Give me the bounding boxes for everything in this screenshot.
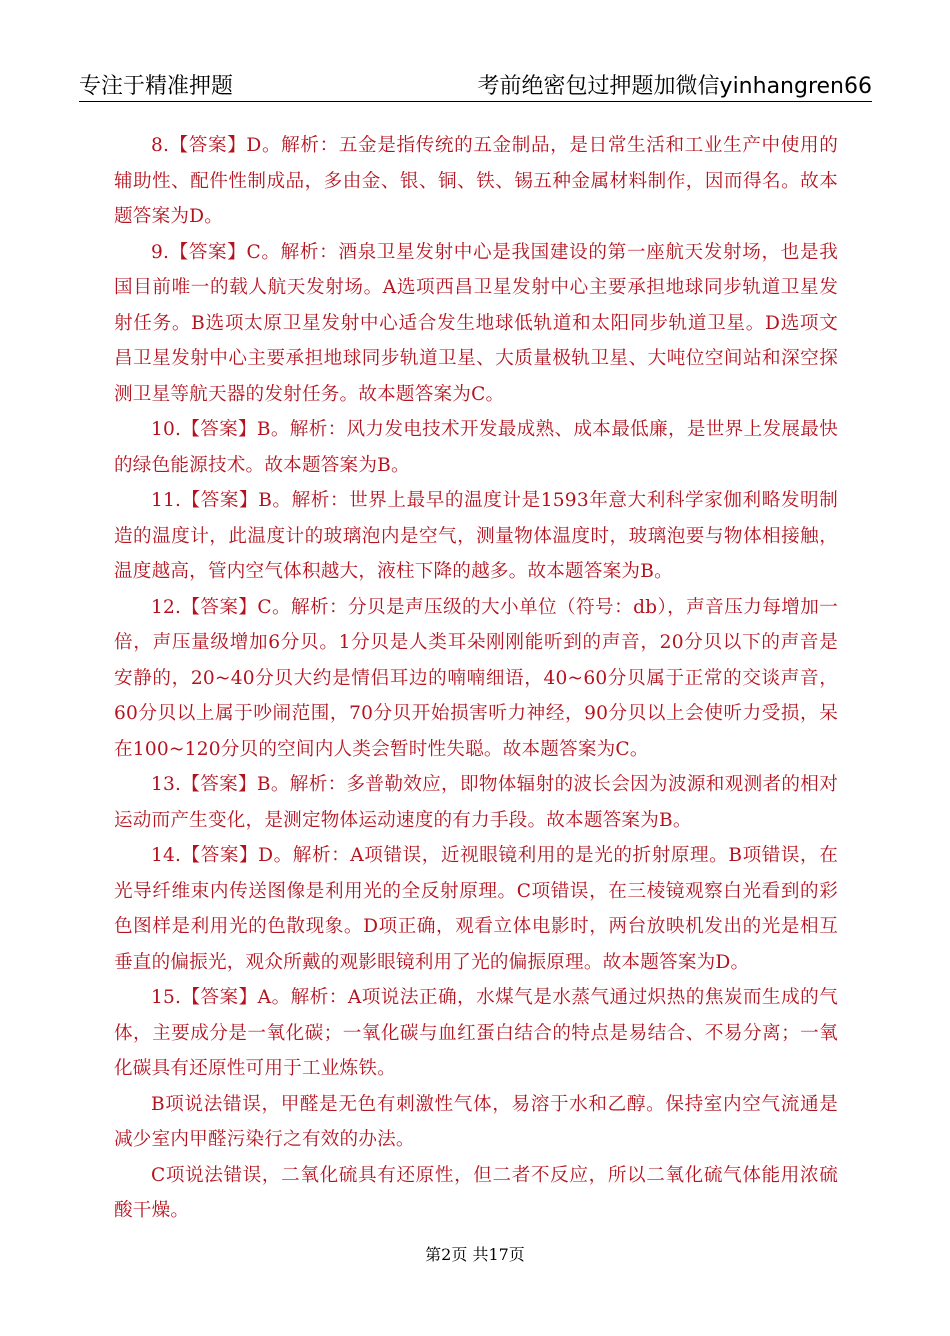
answer-paragraph-15b: B项说法错误，甲醛是无色有刺激性气体，易溶于水和乙醇。保持室内空气流通是减少室内甲醛污染行之有效的办法。 [114,1093,838,1150]
answer-paragraph-15c: C项说法错误，二氧化硫具有还原性，但二者不反应，所以二氧化硫气体能用浓硫酸干燥。 [114,1164,838,1221]
page-footer: 第2页 共17页 [425,1245,525,1264]
answer-paragraph-15a: 15.【答案】A。解析：A项说法正确，水煤气是水蒸气通过炽热的焦炭而生成的气体，主要成分是一氧化碳；一氧化碳与血红蛋白结合的特点是易结合、不易分离；一氧化碳具有还原性可用于工业炼铁。 [114,987,838,1079]
answer-paragraph-13: 13.【答案】B。解析：多普勒效应，即物体辐射的波长会因为波源和观测者的相对运动而产生变化，是测定物体运动速度的有力手段。故本题答案为B。 [114,774,838,831]
answer-paragraph-9: 9.【答案】C。解析：酒泉卫星发射中心是我国建设的第一座航天发射场，也是我国目前唯一的载人航天发射场。A选项西昌卫星发射中心主要承担地球同步轨道卫星发射任务。B选项太原卫星发射中心适合发生地球低轨道和太阳同步轨道卫星。D选项文昌卫星发射中心主要承担地球同步轨道卫星、大质量极轨卫星、大吨位空间站和深空探测卫星等航天器的发射任务。故本题答案为C。 [114,241,838,405]
answer-content [114,128,838,1229]
answer-paragraph-14: 14.【答案】D。解析：A项错误，近视眼镜利用的是光的折射原理。B项错误，在光导纤维束内传送图像是利用光的全反射原理。C项错误，在三棱镜观察白光看到的彩色图样是利用光的色散现象。D项正确，观看立体电影时，两台放映机发出的光是相互垂直的偏振光，观众所戴的观影眼镜利用了光的偏振原理。故本题答案为D。 [114,845,838,973]
answer-paragraph-11: 11.【答案】B。解析：世界上最早的温度计是1593年意大利科学家伽利略发明制造的温度计，此温度计的玻璃泡内是空气，测量物体温度时，玻璃泡要与物体相接触，温度越高，管内空气体积越大，液柱下降的越多。故本题答案为B。 [114,490,838,582]
answer-paragraph-12: 12.【答案】C。解析：分贝是声压级的大小单位（符号：db），声音压力每增加一倍，声压量级增加6分贝。1分贝是人类耳朵刚刚能听到的声音，20分贝以下的声音是安静的，20~40分贝大约是情侣耳边的喃喃细语，40~60分贝属于正常的交谈声音，60分贝以上属于吵闹范围，70分贝开始损害听力神经，90分贝以上会使听力受损，呆在100~120分贝的空间内人类会暂时性失聪。故本题答案为C。 [114,596,838,760]
header-rule [79,101,872,102]
answer-paragraph-10: 10.【答案】B。解析：风力发电技术开发最成熟、成本最低廉，是世界上发展最快的绿色能源技术。故本题答案为B。 [114,419,838,476]
page-header [79,72,872,102]
header-right-text: 考前绝密包过押题加微信yinhangren66 [477,74,872,99]
header-left-text: 专注于精准押题 [79,74,234,99]
answer-paragraph-8: 8.【答案】D。解析：五金是指传统的五金制品，是日常生活和工业生产中使用的辅助性、配件性制成品，多由金、银、铜、铁、锡五种金属材料制作，因而得名。故本题答案为D。 [114,135,838,227]
